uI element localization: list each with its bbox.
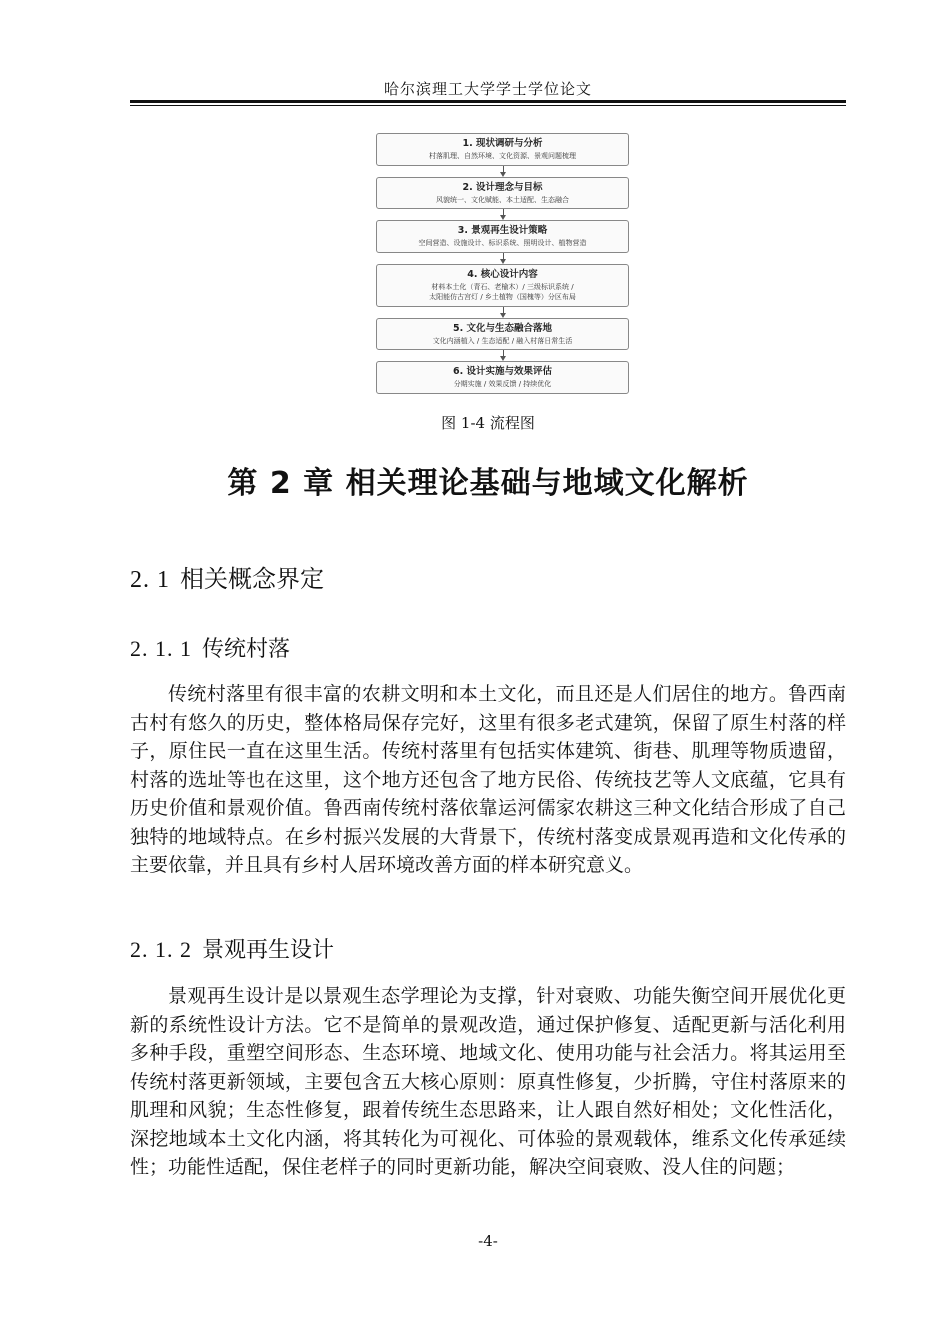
- flow-arrow-icon: [376, 209, 629, 220]
- subsection-heading: [130, 632, 290, 663]
- subsection-heading: [130, 933, 334, 964]
- flow-step-title: 6. 设计实施与效果评估: [452, 366, 553, 377]
- flow-step-sub: 太阳能仿古宫灯 / 乡土植物（国槐等）分区布局: [429, 293, 576, 301]
- chapter-title: 第 2 章 相关理论基础与地域文化解析: [227, 466, 749, 501]
- flow-step-sub: 空间营造、设施设计、标识系统、照明设计、植物营造: [418, 239, 587, 247]
- section-number: 2. 1: [130, 567, 170, 593]
- body-paragraph: 传统村落里有很丰富的农耕文明和本土文化，而且还是人们居住的地方。鲁西南古村有悠久的历史，整体格局保存完好，这里有很多老式建筑，保留了原生村落的样子，原住民一直在这里生活。传统村落里有包括实体建筑、街巷、肌理等物质遗留，村落的选址等也在这里，这个地方还包含了地方民俗、传统技艺等人文底蕴，它具有历史价值和景观价值。鲁西南传统村落依靠运河儒家农耕这三种文化结合形成了自己独特的地域特点。在乡村振兴发展的大背景下，传统村落变成景观再造和文化传承的主要依靠，并且具有乡村人居环境改善方面的样本研究意义。: [130, 683, 846, 876]
- flow-step-title: 4. 核心设计内容: [467, 268, 538, 280]
- flow-step-4: [376, 264, 629, 307]
- subsection-title: 景观再生设计: [202, 938, 335, 963]
- section-title: 相关概念界定: [180, 565, 324, 593]
- flow-step-sub: 文化内涵植入 / 生态适配 / 融入村落日常生活: [432, 336, 573, 345]
- flow-step-sub: 材料本土化（青石、老榆木）/ 三级标识系统 /: [431, 282, 574, 291]
- flow-step-title: 1. 现状调研与分析: [462, 138, 543, 149]
- header-rule-thin: [130, 105, 846, 106]
- flow-arrow-icon: [376, 350, 629, 361]
- flow-step-sub: 风貌统一、文化赋能、本土适配、生态融合: [436, 195, 569, 204]
- subsection-title: 传统村落: [202, 637, 291, 662]
- flow-step-title: 3. 景观再生设计策略: [457, 225, 548, 236]
- flow-step-3: [376, 220, 629, 253]
- flow-step-title: 2. 设计理念与目标: [462, 181, 543, 193]
- flow-step-sub: 分期实施 / 效果反馈 / 持续优化: [453, 380, 552, 388]
- flow-step-1: [376, 133, 629, 166]
- flow-step-5: [376, 318, 629, 351]
- flow-step-6: [376, 361, 629, 394]
- body-paragraph: 景观再生设计是以景观生态学理论为支撑，针对衰败、功能失衡空间开展优化更新的系统性设计方法。它不是简单的景观改造，通过保护修复、适配更新与活化利用多种手段，重塑空间形态、生态环境、地域文化、使用功能与社会活力。将其运用至传统村落更新领域，主要包含五大核心原则：原真性修复，少折腾，守住村落原来的肌理和风貌；生态性修复，跟着传统生态思路来，让人跟自然好相处；文化性活化，深挖地域本土文化内涵，将其转化为可视化、可体验的景观载体，维系文化传承延续性；功能性适配，保住老样子的同时更新功能，解决空间衰败、没人住的问题；: [130, 985, 846, 1178]
- page-number: -4-: [478, 1232, 498, 1250]
- header-rule-thick: [130, 100, 846, 103]
- flow-step-sub: 村落肌理、自然环境、文化资源、景观问题梳理: [429, 152, 576, 160]
- running-header: 哈尔滨理工大学学士学位论文: [383, 80, 592, 98]
- flow-step-2: [376, 177, 629, 210]
- flow-arrow-icon: [376, 253, 629, 264]
- subsection-number: 2. 1. 2: [130, 937, 192, 962]
- flow-arrow-icon: [376, 166, 629, 177]
- subsection-number: 2. 1. 1: [130, 636, 192, 661]
- flowchart: [376, 133, 629, 394]
- section-heading: [130, 559, 324, 594]
- flow-step-title: 5. 文化与生态融合落地: [452, 322, 553, 334]
- flow-arrow-icon: [376, 307, 629, 318]
- figure-caption: 图 1-4 流程图: [441, 414, 535, 432]
